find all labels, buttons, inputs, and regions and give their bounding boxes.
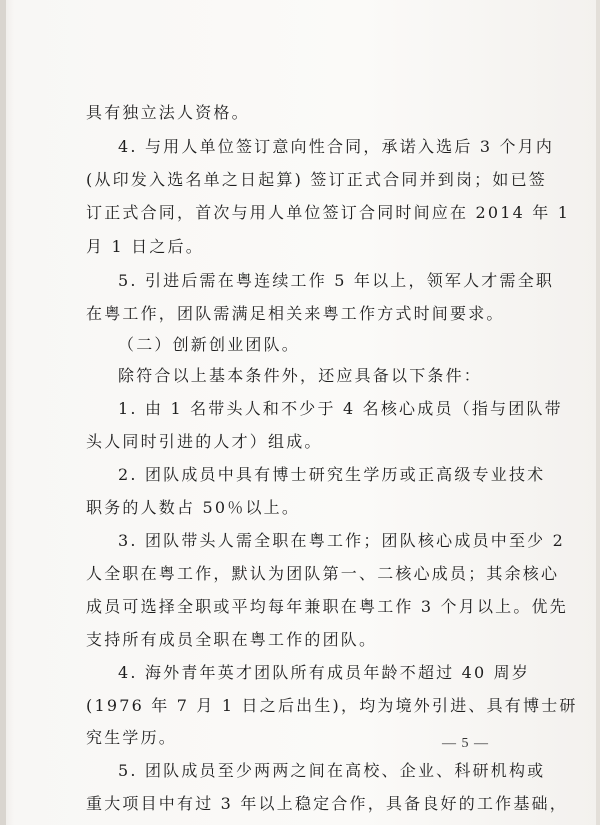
paragraph-line: 重大项目中有过 3 年以上稳定合作，具备良好的工作基础， (86, 794, 568, 813)
paragraph-line: 5. 引进后需在粤连续工作 5 年以上，领军人才需全职 (118, 271, 555, 290)
paragraph-line: 月 1 日之后。 (86, 237, 204, 256)
paragraph-line: 在粤工作，团队需满足相关来粤工作方式时间要求。 (86, 304, 505, 323)
paragraph-line: 职务的人数占 50％以上。 (86, 498, 301, 517)
paragraph-line: 支持所有成员全职在粤工作的团队。 (86, 630, 378, 649)
paragraph-line: 除符合以上基本条件外，还应具备以下条件： (118, 366, 483, 385)
paragraph-line: 1. 由 1 名带头人和不少于 4 名核心成员（指与团队带 (118, 399, 563, 418)
paragraph-line: 5. 团队成员至少两两之间在高校、企业、科研机构或 (118, 761, 546, 780)
paragraph-line: 3. 团队带头人需全职在粤工作；团队核心成员中至少 2 (118, 531, 566, 550)
paragraph-line: 2. 团队成员中具有博士研究生学历或正高级专业技术 (118, 465, 546, 484)
paragraph-line: 成员可选择全职或平均每年兼职在粤工作 3 个月以上。优先 (86, 597, 568, 616)
paragraph-line: (1976 年 7 月 1 日之后出生)，均为境外引进、具有博士研 (86, 696, 578, 715)
paragraph-line: 人全职在粤工作，默认为团队第一、二核心成员；其余核心 (86, 564, 560, 583)
paragraph-line: 4. 与用人单位签订意向性合同，承诺入选后 3 个月内 (118, 137, 555, 156)
paragraph-line: 4. 海外青年英才团队所有成员年龄不超过 40 周岁 (118, 663, 531, 682)
paragraph-line: 订正式合同，首次与用人单位签订合同时间应在 2014 年 1 (86, 203, 571, 222)
paragraph-line: 究生学历。 (86, 728, 178, 747)
page-number: — 5 — (442, 736, 489, 751)
paragraph-line: (从印发入选名单之日起算) 签订正式合同并到岗；如已签 (86, 170, 547, 189)
paragraph-line: 头人同时引进的人才）组成。 (86, 432, 323, 451)
paragraph-line: （二）创新创业团队。 (118, 335, 301, 354)
paragraph-line: 具有独立法人资格。 (86, 103, 250, 122)
